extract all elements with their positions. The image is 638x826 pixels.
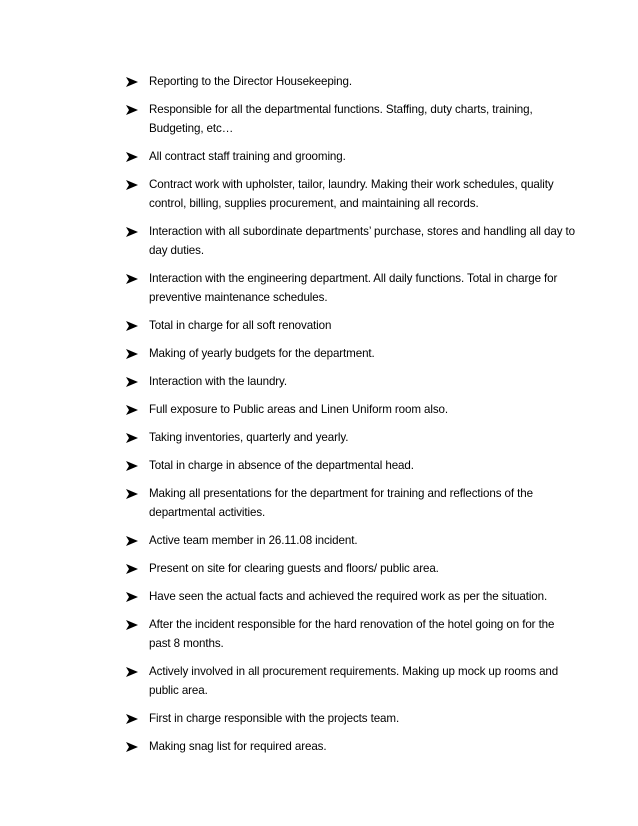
arrowhead-bullet-icon <box>126 222 140 241</box>
arrowhead-bullet-icon <box>126 316 140 335</box>
arrowhead-bullet-icon <box>126 372 140 391</box>
list-item <box>126 100 576 138</box>
list-item <box>126 269 576 307</box>
arrowhead-bullet-icon <box>126 531 140 550</box>
list-item <box>126 147 576 166</box>
arrowhead-bullet-icon <box>126 344 140 363</box>
arrowhead-bullet-icon <box>126 484 140 503</box>
list-item <box>126 222 576 260</box>
arrowhead-bullet-icon <box>126 587 140 606</box>
list-item-text: Contract work with upholster, tailor, laundry. Making their work schedules, quality control, billing, supplies procurement, and maintaining all records. <box>149 178 554 210</box>
list-item <box>126 175 576 213</box>
list-item-text: Responsible for all the departmental functions. Staffing, duty charts, training, Budgeting, etc… <box>149 103 533 135</box>
list-item <box>126 316 576 335</box>
list-item-text: Interaction with the engineering department. All daily functions. Total in charge for preventive maintenance schedules. <box>149 272 558 304</box>
arrowhead-bullet-icon <box>126 662 140 681</box>
arrowhead-bullet-icon <box>126 147 140 166</box>
list-item-text: Taking inventories, quarterly and yearly. <box>149 431 349 444</box>
arrowhead-bullet-icon <box>126 400 140 419</box>
arrowhead-bullet-icon <box>126 615 140 634</box>
list-item <box>126 344 576 363</box>
arrowhead-bullet-icon <box>126 428 140 447</box>
arrowhead-bullet-icon <box>126 737 140 756</box>
list-item <box>126 559 576 578</box>
list-item-text: After the incident responsible for the hard renovation of the hotel going on for the past 8 months. <box>149 618 555 650</box>
list-item-text: Making of yearly budgets for the department. <box>149 347 375 360</box>
responsibilities-list <box>126 72 576 765</box>
list-item-text: Actively involved in all procurement requirements. Making up mock up rooms and public area. <box>149 665 559 697</box>
list-item-text: Full exposure to Public areas and Linen Uniform room also. <box>149 403 449 416</box>
list-item <box>126 662 576 700</box>
list-item-text: Making all presentations for the department for training and reflections of the departmental activities. <box>149 487 533 519</box>
list-item-text: Interaction with all subordinate departments’ purchase, stores and handling all day to day duties. <box>149 225 575 257</box>
list-item <box>126 709 576 728</box>
list-item <box>126 400 576 419</box>
list-item-text: Present on site for clearing guests and floors/ public area. <box>149 562 439 575</box>
list-item <box>126 531 576 550</box>
list-item-text: First in charge responsible with the projects team. <box>149 712 400 725</box>
list-item <box>126 456 576 475</box>
list-item <box>126 428 576 447</box>
list-item <box>126 737 576 756</box>
list-item-text: Making snag list for required areas. <box>149 740 327 753</box>
arrowhead-bullet-icon <box>126 100 140 119</box>
arrowhead-bullet-icon <box>126 269 140 288</box>
list-item <box>126 587 576 606</box>
list-item-text: Have seen the actual facts and achieved the required work as per the situation. <box>149 590 548 603</box>
list-item <box>126 372 576 391</box>
list-item-text: All contract staff training and grooming. <box>149 150 346 163</box>
arrowhead-bullet-icon <box>126 709 140 728</box>
arrowhead-bullet-icon <box>126 175 140 194</box>
arrowhead-bullet-icon <box>126 72 140 91</box>
list-item <box>126 72 576 91</box>
list-item-text: Interaction with the laundry. <box>149 375 288 388</box>
list-item-text: Active team member in 26.11.08 incident. <box>149 534 358 547</box>
arrowhead-bullet-icon <box>126 559 140 578</box>
list-item <box>126 615 576 653</box>
arrowhead-bullet-icon <box>126 456 140 475</box>
list-item-text: Total in charge for all soft renovation <box>149 319 332 332</box>
list-item <box>126 484 576 522</box>
list-item-text: Reporting to the Director Housekeeping. <box>149 75 352 88</box>
list-item-text: Total in charge in absence of the departmental head. <box>149 459 414 472</box>
